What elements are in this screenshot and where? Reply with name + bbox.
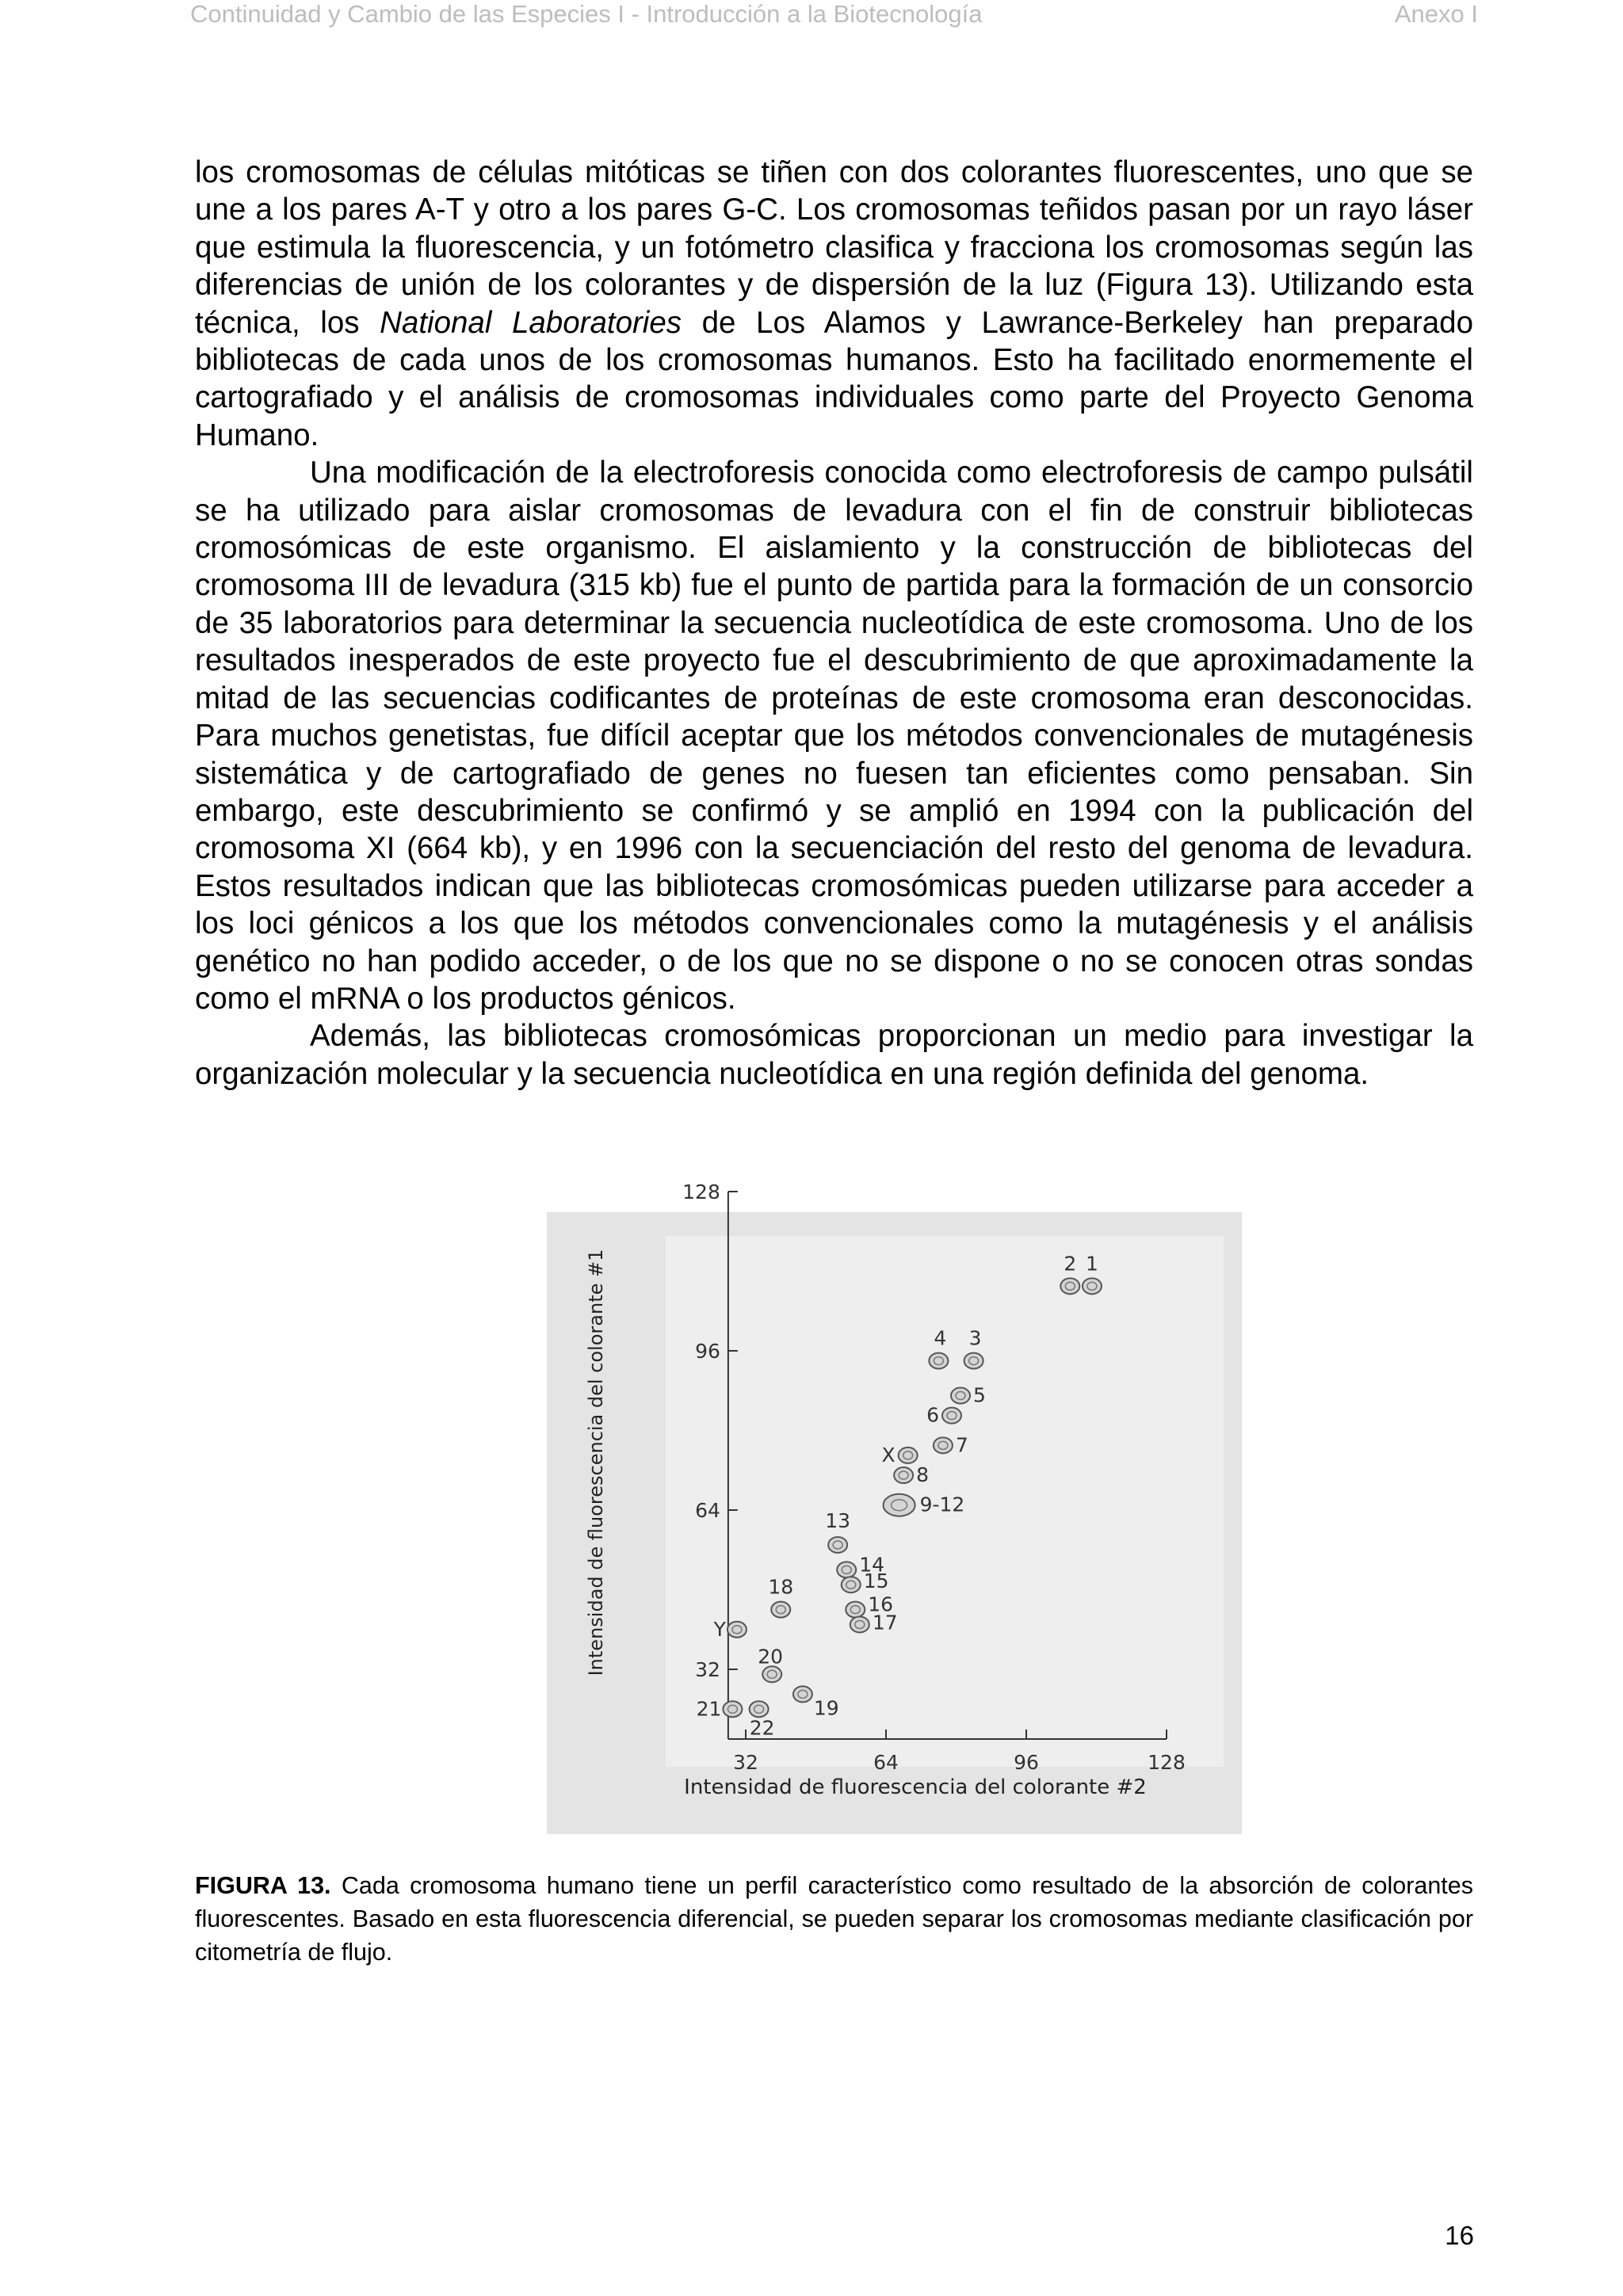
chart-point-label: 6 [926, 1403, 939, 1427]
chart-point [1083, 1278, 1102, 1294]
chart-point [934, 1437, 953, 1453]
chart-x-axis-label: Intensidad de fluorescencia del colorante #2 [684, 1775, 1147, 1799]
chart-y-tick-label: 32 [695, 1658, 720, 1681]
paragraph-1-end: de Los Alamos y Lawrance-Berkeley han preparado bibliotecas de cada unos de los cromosomas humanos. Esto ha facilitado enormemente el cartografiado y el análisis de cromosomas individuales como parte del Proyecto Genoma Humano. [195, 305, 1473, 452]
chart-point [951, 1388, 970, 1404]
chart-y-tick-label: 96 [695, 1340, 720, 1363]
chart-x-tick-label: 32 [733, 1750, 758, 1774]
running-header-annex: Anexo I [1394, 0, 1478, 28]
chart-point [929, 1353, 948, 1369]
chart-point-label: 22 [749, 1716, 775, 1740]
chart-x-tick-label: 64 [873, 1750, 899, 1774]
chart-point [727, 1622, 747, 1638]
chart-point-label: 17 [872, 1611, 898, 1634]
figure-caption-text: Cada cromosoma humano tiene un perfil característico como resultado de la absorción de colorantes fluorescentes. Basado en esta fluorescencia diferencial, se pueden separar los cromosomas mediante clasificación por citometría de flujo. [195, 1872, 1473, 1966]
chart-point-label: X [881, 1443, 896, 1466]
chart-point-label: 19 [813, 1696, 839, 1720]
chart-point-label: 20 [758, 1645, 784, 1669]
chart-point [837, 1562, 856, 1577]
figure-13-flow-karyotype [547, 1180, 1242, 1834]
chart-point [894, 1467, 913, 1483]
figure-caption-label: FIGURA 13. [195, 1872, 331, 1899]
chart-point-label: 1 [1086, 1252, 1098, 1276]
chart-point-label: 14 [859, 1553, 885, 1577]
chart-point [1060, 1278, 1079, 1294]
chart-point-label: 2 [1064, 1252, 1077, 1276]
body-text [195, 154, 1473, 1093]
chart-point [750, 1701, 769, 1717]
chart-point [842, 1577, 861, 1592]
chart-point-label: 18 [768, 1575, 794, 1599]
scatter-chart [547, 1180, 1242, 1834]
chart-point-label: Y [713, 1617, 726, 1641]
chart-point-label: 7 [955, 1433, 968, 1457]
chart-point [899, 1447, 918, 1463]
paragraph-1 [195, 154, 1473, 454]
running-header-title: Continuidad y Cambio de las Especies I - Introducción a la Biotecnología [190, 0, 983, 28]
chart-point [846, 1602, 865, 1618]
paragraph-3: Además, las bibliotecas cromosómicas proporcionan un medio para investigar la organización molecular y la secuencia nucleotídica en una región definida del genoma. [195, 1019, 1473, 1091]
chart-point [850, 1616, 869, 1632]
chart-point-label: 9-12 [919, 1493, 965, 1516]
chart-point-label: 21 [696, 1697, 722, 1721]
chart-point-label: 15 [863, 1569, 889, 1593]
chart-y-tick-label: 64 [695, 1499, 720, 1522]
chart-point [793, 1686, 812, 1702]
chart-point-label: 3 [968, 1326, 982, 1350]
chart-y-axis-label: Intensidad de fluorescencia del colorante #1 [585, 1249, 607, 1676]
chart-point [762, 1666, 781, 1682]
chart-point [942, 1408, 961, 1424]
chart-y-tick-label: 128 [682, 1180, 720, 1203]
chart-point [771, 1602, 790, 1618]
chart-x-tick-label: 128 [1148, 1750, 1186, 1774]
page-number: 16 [1445, 2221, 1474, 2250]
paragraph-1-start: los cromosomas de células mitóticas se tiñen con dos colorantes fluorescentes, uno que se une a los pares A-T y otro a los pares G-C. Los cromosomas teñidos pasan por un rayo láser que estimula la fluorescencia, y un fotómetro clasifica y fracciona los cromosomas según las diferencias de unión de los colorantes y de dispersión de la luz (Figura 13). Utilizando esta técnica, los [195, 155, 1473, 340]
chart-point [723, 1701, 742, 1717]
chart-point-label: 16 [868, 1592, 894, 1616]
chart-point [884, 1494, 915, 1516]
figure-caption [195, 1869, 1473, 1969]
chart-point [964, 1353, 983, 1369]
chart-point-label: 5 [973, 1383, 986, 1407]
chart-point-label: 8 [916, 1463, 930, 1487]
paragraph-1-italic: National Laboratories [380, 305, 682, 340]
paragraph-2: Una modificación de la electroforesis conocida como electroforesis de campo pulsátil se ha utilizado para aislar cromosomas de levadura con el fin de construir bibliotecas cromosómicas de este organismo. El aislamiento y la construcción de bibliotecas del cromosoma III de levadura (315 kb) fue el punto de partida para la formación de un consorcio de 35 laboratorios para determinar la secuencia nucleotídica de este cromosoma. Uno de los resultados inesperados de este proyecto fue el descubrimiento de que aproximadamente la mitad de las secuencias codificantes de proteínas de este cromosoma eran desconocidas. Para muchos genetistas, fue difícil aceptar que los métodos convencionales de mutagénesis sistemática y de cartografiado de genes no fuesen tan eficientes como pensaban. Sin embargo, este descubrimiento se confirmó y se amplió en 1994 con la publicación del cromosoma XI (664 kb), y en 1996 con la secuenciación del resto del genoma de levadura. Estos resultados indican que las bibliotecas cromosómicas pueden utilizarse para acceder a los loci génicos a los que los métodos convencionales como la mutagénesis y el análisis genético no han podido acceder, o de los que no se dispone o no se conocen otras sondas como el mRNA o los productos génicos. [195, 456, 1473, 1016]
chart-point-label: 13 [825, 1508, 851, 1532]
chart-point-label: 4 [934, 1326, 947, 1350]
chart-x-tick-label: 96 [1014, 1750, 1039, 1774]
chart-point [828, 1537, 847, 1553]
